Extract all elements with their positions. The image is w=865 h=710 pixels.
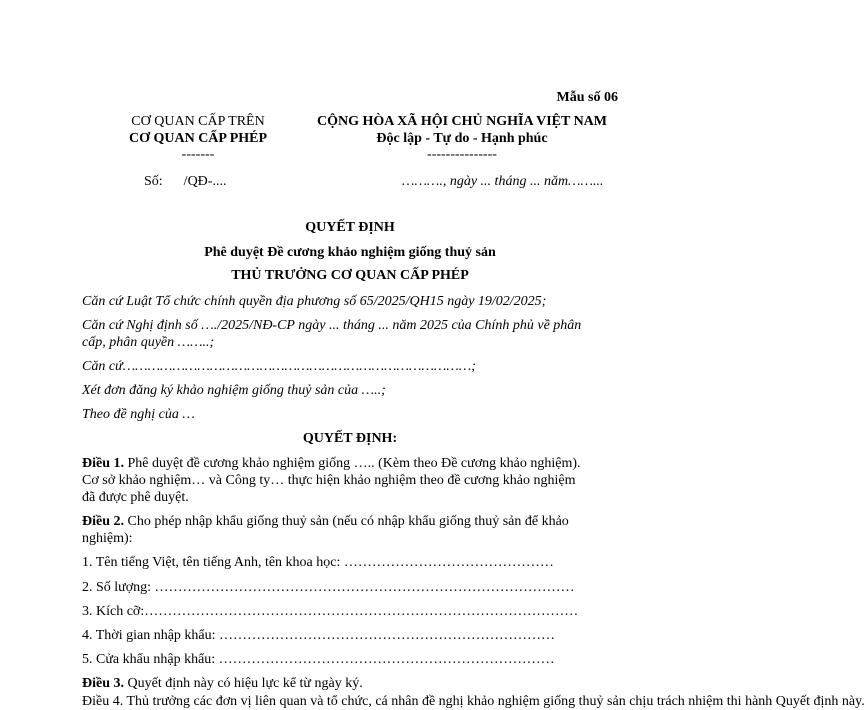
application-reference: Xét đơn đăng ký khảo nghiệm giống thuỷ sản của …..; [82,383,386,398]
legal-basis-decree-cont: cấp, phân quyền ……..; [82,335,215,350]
issuing-authority: THỦ TRƯỞNG CƠ QUAN CẤP PHÉP [231,268,469,283]
import-item-quantity: 2. Số lượng: ……………………………………………………………………………… [82,580,575,595]
legal-basis-other: Căn cứ…………………………………………………………………………; [82,359,476,374]
legal-basis-law: Căn cứ Luật Tổ chức chính quyền địa phương số 65/2025/QH15 ngày 19/02/2025; [82,294,547,309]
issuing-agency-parent: CƠ QUAN CẤP TRÊN [131,114,265,129]
form-number: Mẫu số 06 [556,90,618,105]
decision-heading: QUYẾT ĐỊNH: [302,431,398,446]
import-item-time: 4. Thời gian nhập khẩu: ……………………………………………………………… [82,628,556,643]
document-subtitle: Phê duyệt Đề cương khảo nghiệm giống thuỷ sản [204,245,496,260]
article-4-cutoff: Điều 4. Thủ trưởng các đơn vị liên quan và tổ chức, cá nhân đề nghị khảo nghiệm giống thuỷ sản chịu trách nhiệm thi hành Quyết định này. [82,694,865,709]
proposal-reference: Theo đề nghị của … [82,407,195,422]
left-header-rule: ------- [181,147,215,162]
article-1-line-3: đã được phê duyệt. [82,490,189,505]
article-1-line-2: Cơ sở khảo nghiệm… và Công ty… thực hiện khảo nghiệm theo đề cương khảo nghiệm [82,473,576,488]
article-1-label: Điều 1. [82,456,124,471]
place-date: ………., ngày ... tháng ... năm……... [402,174,604,189]
decision-number: Số: /QĐ-.... [144,174,227,189]
article-2-text: Cho phép nhập khẩu giống thuỷ sản (nếu có nhập khẩu giống thuỷ sản để khảo [124,514,569,529]
article-2 [82,514,569,530]
legal-basis-decree: Căn cứ Nghị định số …./2025/NĐ-CP ngày ... tháng ... năm 2025 của Chính phủ về phân [82,318,582,333]
issuing-agency: CƠ QUAN CẤP PHÉP [128,131,268,146]
article-3 [82,676,363,692]
article-3-label: Điều 3. [82,676,124,691]
document-title: QUYẾT ĐỊNH [305,220,395,235]
article-2-line-2: nghiệm): [82,531,133,546]
article-1-text: Phê duyệt đề cương khảo nghiệm giống ….. (Kèm theo Đề cương khảo nghiệm). [124,456,581,471]
right-header-rule: --------------- [427,147,497,162]
article-1 [82,456,581,472]
national-motto: Độc lập - Tự do - Hạnh phúc [376,131,548,146]
national-title: CỘNG HÒA XÃ HỘI CHỦ NGHĨA VIỆT NAM [316,114,607,129]
article-2-label: Điều 2. [82,514,124,529]
import-item-border-gate: 5. Cửa khẩu nhập khẩu: ……………………………………………………………… [82,652,555,667]
article-3-text: Quyết định này có hiệu lực kể từ ngày ký. [124,676,363,691]
import-item-name: 1. Tên tiếng Việt, tên tiếng Anh, tên khoa học: ……………………………………… [82,555,554,570]
import-item-size: 3. Kích cỡ:………………………………………………………………………………… [82,604,579,619]
